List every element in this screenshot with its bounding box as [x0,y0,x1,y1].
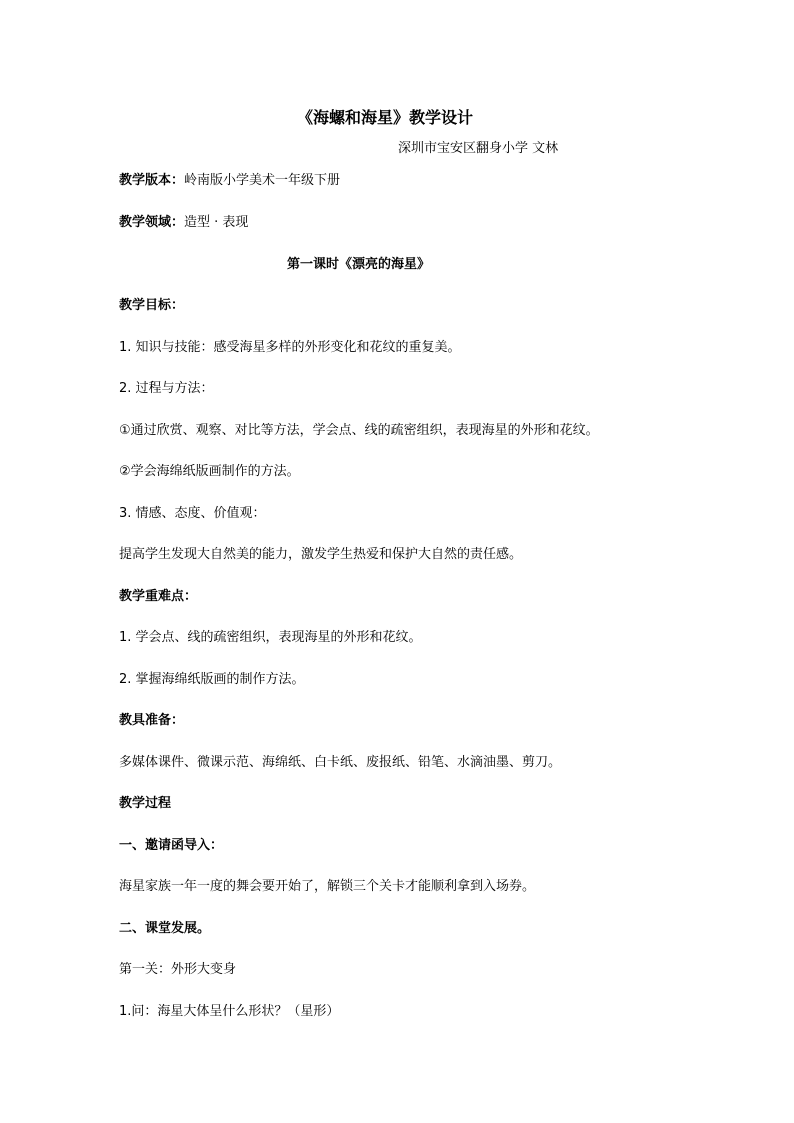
version-label: 教学版本： [119,173,185,188]
objective-2-b: ②学会海绵纸版画制作的方法。 [119,464,300,479]
objective-1: 1. 知识与技能：感受海星多样的外形变化和花纹的重复美。 [119,340,461,355]
level-1: 第一关：外形大变身 [119,962,237,977]
question-1: 1.问：海星大体呈什么形状？（星形） [119,1004,340,1019]
author-line: 深圳市宝安区翻身小学 文林 [398,141,559,156]
section-2-heading: 二、课堂发展。 [119,921,211,936]
lesson-title: 第一课时《漂亮的海星》 [287,257,431,272]
objective-3-text: 提高学生发现大自然美的能力，激发学生热爱和保护大自然的责任感。 [119,547,523,562]
field-label: 教学领域： [119,215,185,230]
key-point-1: 1. 学会点、线的疏密组织，表现海星的外形和花纹。 [119,630,422,645]
materials-heading: 教具准备： [119,713,185,728]
objective-3: 3. 情感、态度、价值观： [119,506,266,521]
objective-2-a: ①通过欣赏、观察、对比等方法，学会点、线的疏密组织，表现海星的外形和花纹。 [119,423,599,438]
section-1-text: 海星家族一年一度的舞会要开始了，解锁三个关卡才能顺利拿到入场券。 [119,879,536,894]
process-heading: 教学过程 [119,796,172,811]
field-line [119,215,248,231]
version-value: 岭南版小学美术一年级下册 [184,173,341,188]
key-points-heading: 教学重难点： [119,589,198,604]
document-title: 《海螺和海星》教学设计 [297,108,474,127]
materials-text: 多媒体课件、微课示范、海绵纸、白卡纸、废报纸、铅笔、水滴油墨、剪刀。 [119,755,562,770]
section-1-heading: 一、邀请函导入： [119,838,224,853]
objectives-heading: 教学目标： [119,298,185,313]
version-line [119,173,340,189]
objective-2: 2. 过程与方法： [119,381,214,396]
field-value: 造型 · 表现 [184,215,249,230]
key-point-2: 2. 掌握海绵纸版画的制作方法。 [119,672,305,687]
